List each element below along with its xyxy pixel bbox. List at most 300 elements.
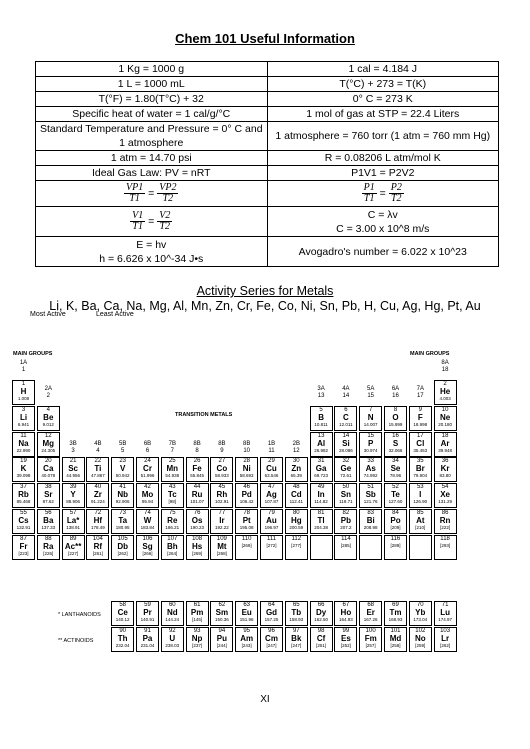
atomic-number: 18 — [441, 432, 449, 439]
element-cell — [62, 535, 85, 560]
element-cell — [310, 457, 333, 482]
lanthanoid-cell — [359, 601, 382, 626]
atomic-number: 87 — [20, 535, 27, 542]
group-label-a: 8A — [441, 360, 449, 366]
element-symbol: Co — [216, 464, 228, 474]
atomic-mass: 200.59 — [289, 525, 304, 530]
element-cell — [161, 535, 184, 560]
main-groups-label-left: MAIN GROUPS — [13, 351, 53, 357]
atomic-number: 39 — [69, 484, 77, 491]
atomic-mass: 121.76 — [363, 499, 378, 505]
atomic-number: 59 — [144, 602, 151, 608]
element-cell — [434, 509, 457, 534]
table-row — [36, 77, 499, 92]
lanthanoid-cell — [136, 601, 159, 626]
atomic-number: 22 — [94, 458, 102, 465]
element-cell — [384, 432, 407, 457]
atomic-number: 40 — [94, 484, 102, 491]
table-cell: Standard Temperature and Pressure = 0° C and 1 atmosphere — [36, 122, 268, 151]
group-label-a: 7A — [416, 386, 424, 392]
element-cell — [334, 509, 357, 534]
atomic-mass: 24.305 — [41, 447, 56, 453]
atomic-mass: 173.04 — [413, 617, 428, 622]
element-symbol: Sg — [142, 541, 153, 551]
atomic-number: 21 — [69, 458, 77, 465]
atomic-mass: 101.07 — [190, 499, 204, 505]
atomic-number: 15 — [367, 432, 375, 439]
actinoid-cell — [434, 627, 457, 652]
atomic-number: 2 — [443, 381, 447, 387]
atomic-mass: [258] — [390, 643, 401, 648]
numerator: VP1 — [126, 182, 144, 193]
atomic-mass: 157.25 — [264, 617, 279, 622]
atomic-mass: 58.693 — [239, 473, 254, 479]
atomic-mass: 9.012 — [42, 421, 54, 427]
element-symbol: Nb — [117, 490, 129, 500]
actinoid-cell — [235, 627, 258, 652]
group-label-a: 2B — [292, 441, 300, 448]
element-symbol: Al — [317, 438, 326, 448]
fraction — [389, 183, 404, 204]
atomic-number: 26 — [193, 458, 201, 465]
atomic-number: 8 — [393, 406, 398, 413]
atomic-number: 6 — [344, 406, 348, 413]
atomic-number: 67 — [342, 602, 350, 608]
element-cell — [111, 535, 134, 560]
lanthanoid-cell — [334, 601, 357, 626]
atomic-mass: [257] — [365, 643, 376, 648]
element-symbol: Bh — [166, 541, 178, 551]
atomic-mass: 180.95 — [115, 525, 130, 530]
actinoid-cell — [186, 627, 209, 652]
atomic-number: 55 — [20, 510, 27, 516]
atomic-mass: [244] — [216, 643, 227, 648]
denominator: T1 — [132, 221, 143, 232]
atomic-number: 44 — [193, 484, 201, 491]
atomic-number: 50 — [342, 484, 350, 491]
element-symbol: Ir — [219, 516, 225, 525]
atomic-mass: 35.453 — [413, 447, 428, 453]
atomic-mass: [269] — [192, 550, 203, 556]
atomic-number: 88 — [44, 535, 52, 542]
element-symbol: Cr — [143, 464, 152, 474]
atomic-number: 111 — [266, 535, 277, 542]
formula-p-t — [267, 181, 499, 207]
element-symbol: Fm — [364, 634, 377, 643]
element-symbol: Tc — [167, 490, 177, 500]
atomic-number: 116 — [390, 535, 401, 542]
atomic-mass: 131.29 — [438, 499, 452, 505]
lanthanoid-cell — [186, 601, 209, 626]
atomic-number: 24 — [144, 458, 151, 465]
atomic-mass: 95.94 — [141, 499, 154, 505]
element-cell — [334, 457, 357, 482]
element-cell — [359, 457, 382, 482]
atomic-mass: [226] — [43, 550, 54, 556]
atomic-mass: 40.078 — [41, 473, 56, 479]
atomic-number: 34 — [392, 458, 399, 465]
element-cell — [359, 535, 382, 560]
atomic-mass: 167.26 — [363, 617, 378, 622]
group-label-number: 8 — [195, 448, 199, 455]
atomic-mass: 14.007 — [363, 421, 378, 427]
atomic-number: 30 — [292, 458, 300, 465]
element-cell — [12, 457, 35, 482]
element-cell — [285, 535, 308, 560]
atomic-number: 27 — [218, 458, 226, 465]
atomic-mass: 69.723 — [314, 473, 328, 479]
actinoid-cell — [161, 627, 184, 652]
atomic-mass: [243] — [241, 643, 252, 648]
atomic-mass: [261] — [92, 550, 103, 556]
group-label-number: 16 — [392, 393, 399, 399]
element-cell — [210, 457, 233, 482]
atomic-mass: [289] — [390, 542, 401, 548]
element-symbol: Mo — [141, 490, 154, 500]
atomic-mass: 144.24 — [165, 617, 180, 622]
group-label-a: 7B — [168, 441, 176, 448]
atomic-mass: 28.086 — [339, 447, 353, 453]
element-symbol: Cf — [316, 634, 326, 643]
element-symbol: Ra — [43, 541, 54, 551]
denominator: T1 — [363, 193, 375, 204]
element-cell — [186, 483, 209, 508]
numerator: VP2 — [159, 182, 177, 193]
atomic-mass: [262] — [117, 550, 128, 556]
element-symbol: Kr — [440, 464, 450, 474]
element-cell — [136, 457, 159, 482]
avogadro-number: Avogadro's number = 6.022 x 10^23 — [267, 237, 499, 267]
atomic-number: 11 — [20, 432, 27, 439]
atomic-mass: 63.546 — [264, 473, 279, 479]
element-cell — [434, 406, 457, 431]
element-symbol: Zn — [291, 464, 302, 474]
denominator: T1 — [129, 193, 140, 204]
group-label-a: 1B — [267, 441, 276, 448]
fraction — [157, 183, 178, 204]
fraction — [130, 211, 145, 232]
least-active-label: Least Active — [96, 311, 134, 318]
element-symbol: Sm — [215, 608, 229, 617]
element-cell — [86, 457, 109, 482]
element-cell — [161, 509, 184, 534]
atomic-mass: 208.98 — [363, 525, 378, 530]
actinoid-cell — [310, 627, 333, 652]
element-symbol: U — [169, 634, 176, 643]
c-lambda-nu: C = λv — [367, 208, 398, 221]
element-cell — [235, 509, 258, 534]
atomic-mass: 22.990 — [16, 447, 31, 453]
atomic-number: 17 — [416, 432, 424, 439]
element-cell — [37, 509, 60, 534]
element-symbol: Sc — [68, 464, 78, 474]
atomic-number: 94 — [218, 628, 226, 634]
atomic-mass: 91.224 — [91, 499, 105, 505]
atomic-number: 28 — [243, 458, 251, 465]
atomic-mass: [268] — [216, 550, 227, 556]
atomic-mass: 83.80 — [439, 473, 451, 479]
atomic-number: 80 — [292, 510, 300, 516]
element-cell — [359, 483, 382, 508]
element-symbol: Yb — [415, 608, 426, 617]
element-symbol: Bi — [366, 516, 375, 525]
group-label-a: 4B — [94, 441, 102, 448]
element-cell — [384, 535, 407, 560]
element-symbol: P — [368, 438, 374, 448]
atomic-mass: 32.066 — [388, 447, 403, 453]
element-cell — [334, 406, 357, 431]
table-cell: 1 L = 1000 mL — [36, 77, 268, 92]
atomic-number: 52 — [392, 484, 399, 491]
lanthanoid-cell — [111, 601, 134, 626]
lanthanoid-cell — [285, 601, 308, 626]
element-symbol: Pb — [340, 516, 351, 525]
group-label-a: 6B — [143, 441, 152, 448]
atomic-mass: 178.49 — [91, 525, 105, 530]
atomic-mass: 39.098 — [16, 473, 31, 479]
element-cell — [310, 406, 333, 431]
group-label-number: 10 — [243, 448, 251, 455]
element-symbol: Hf — [93, 516, 103, 525]
atomic-mass: 72.61 — [340, 473, 352, 479]
element-symbol: Fr — [19, 541, 28, 551]
atomic-mass: [247] — [291, 643, 302, 648]
atomic-number: 7 — [369, 406, 373, 413]
element-symbol: Ar — [440, 438, 450, 448]
atomic-number: 41 — [119, 484, 127, 491]
atomic-mass: 190.23 — [190, 525, 204, 530]
atomic-mass: 44.956 — [66, 473, 80, 479]
atomic-number: 84 — [392, 510, 399, 516]
atomic-mass: 88.906 — [66, 499, 80, 505]
element-symbol: Be — [43, 412, 54, 422]
atomic-mass: [227] — [68, 550, 79, 556]
main-groups-label-right: MAIN GROUPS — [410, 351, 450, 357]
group-label-number: 15 — [367, 393, 375, 399]
atomic-number: 49 — [317, 484, 325, 491]
atomic-mass: 47.867 — [91, 473, 105, 479]
table-cell: P1V1 = P2V2 — [267, 166, 499, 181]
atomic-mass: 50.942 — [115, 473, 130, 479]
atomic-number: 85 — [416, 510, 424, 516]
numerator: P2 — [390, 182, 402, 193]
atomic-mass: 65.39 — [290, 473, 302, 479]
atomic-mass: 162.50 — [314, 617, 328, 622]
atomic-mass: [209] — [390, 525, 401, 530]
element-symbol: Sb — [365, 490, 376, 500]
group-header — [409, 386, 432, 400]
atomic-number: 23 — [119, 458, 127, 465]
atomic-mass: 183.84 — [140, 525, 155, 530]
group-header — [285, 441, 308, 455]
element-symbol: Cd — [290, 490, 302, 500]
actinoid-cell — [409, 627, 432, 652]
atomic-number: 3 — [21, 406, 26, 413]
element-symbol: Ba — [43, 516, 54, 525]
atomic-number: 38 — [44, 484, 52, 491]
element-symbol: As — [365, 464, 376, 474]
element-symbol: Ru — [191, 490, 203, 500]
element-symbol: Bk — [291, 634, 302, 643]
element-symbol: Nd — [166, 608, 178, 617]
group-label-a: 5A — [367, 386, 375, 392]
atomic-number: 68 — [367, 602, 375, 608]
element-cell — [12, 509, 35, 534]
element-cell — [111, 509, 134, 534]
atomic-mass: [259] — [415, 643, 426, 648]
activity-list: Li, K, Ba, Ca, Na, Mg, Al, Mn, Zn, Cr, Fe, Co, Ni, Sn, Pb, H, Cu, Ag, Hg, Pt, Au — [49, 299, 481, 313]
atomic-number: 95 — [243, 628, 251, 634]
atomic-number: 92 — [168, 628, 176, 634]
actinoid-cell — [384, 627, 407, 652]
element-symbol: La* — [66, 516, 80, 525]
atomic-number: 108 — [192, 535, 203, 542]
atomic-mass: [223] — [18, 550, 29, 556]
equals-sign: = — [148, 187, 155, 200]
element-symbol: Re — [167, 516, 178, 525]
group-header — [62, 441, 85, 455]
fraction — [362, 183, 377, 204]
atomic-number: 98 — [317, 628, 325, 634]
atomic-number: 48 — [292, 484, 300, 491]
element-cell — [12, 483, 35, 508]
element-cell — [285, 457, 308, 482]
atomic-number: 100 — [365, 628, 376, 634]
group-label-a: 4A — [342, 386, 350, 392]
element-cell — [235, 483, 258, 508]
atomic-number: 20 — [44, 458, 52, 465]
table-cell: 1 Kg = 1000 g — [36, 62, 268, 77]
element-cell — [434, 483, 457, 508]
atomic-number: 70 — [416, 602, 424, 608]
atomic-mass: 55.845 — [190, 473, 204, 479]
element-cell — [409, 432, 432, 457]
atomic-mass: 174.97 — [438, 617, 452, 622]
element-symbol: Te — [391, 490, 400, 500]
element-cell — [210, 483, 233, 508]
useful-info-table — [35, 61, 499, 267]
element-symbol: Pt — [242, 516, 251, 525]
group-label-number: 11 — [268, 448, 275, 455]
atomic-mass: [272] — [266, 542, 277, 548]
table-cell: T(°F) = 1.80(T°C) + 32 — [36, 92, 268, 107]
atomic-mass: 140.91 — [140, 617, 155, 622]
group-header — [186, 441, 209, 455]
group-label-a: 6A — [391, 386, 400, 392]
atomic-number: 64 — [268, 602, 275, 608]
group-label-a: 1A — [19, 360, 28, 366]
element-symbol: Xe — [440, 490, 450, 500]
equals-sign: = — [148, 215, 155, 228]
element-symbol: Ta — [118, 516, 128, 525]
group-header — [384, 386, 407, 400]
atomic-number: 72 — [94, 510, 102, 516]
table-row — [36, 62, 499, 77]
atomic-mass: 164.93 — [339, 617, 353, 622]
atomic-mass: 39.948 — [438, 447, 452, 453]
atomic-mass: 1.008 — [17, 396, 30, 401]
element-symbol: Cu — [266, 464, 277, 474]
atomic-number: 65 — [292, 602, 300, 608]
atomic-number: 104 — [92, 535, 103, 542]
element-symbol: Sn — [340, 490, 351, 500]
atomic-mass: 238.03 — [165, 643, 180, 648]
element-symbol: Mn — [166, 464, 179, 474]
element-symbol: Br — [415, 464, 425, 474]
atomic-number: 63 — [243, 602, 251, 608]
element-cell — [310, 535, 333, 560]
element-cell — [111, 483, 134, 508]
atomic-mass: 78.96 — [389, 473, 402, 479]
element-symbol: Md — [389, 634, 402, 643]
element-symbol: I — [419, 490, 422, 500]
group-header — [359, 386, 382, 400]
element-symbol: Cs — [18, 516, 29, 525]
element-symbol: Cl — [416, 438, 425, 448]
element-cell — [359, 509, 382, 534]
table-row — [36, 166, 499, 181]
element-cell — [136, 509, 159, 534]
atomic-mass: 107.87 — [264, 499, 279, 505]
element-cell — [409, 457, 432, 482]
actinoid-cell — [285, 627, 308, 652]
atomic-mass: 106.42 — [239, 499, 254, 505]
atomic-mass: 15.999 — [388, 421, 403, 427]
atomic-number: 82 — [342, 510, 350, 516]
element-symbol: H — [20, 387, 27, 396]
activity-title: Activity Series for Metals — [196, 284, 334, 298]
h-value: h = 6.626 x 10^-34 J•s — [99, 252, 204, 265]
element-symbol: C — [343, 412, 349, 422]
atomic-mass: 204.38 — [314, 525, 328, 530]
denominator: T2 — [391, 193, 402, 204]
numerator: V1 — [132, 210, 144, 221]
element-symbol: Es — [340, 634, 351, 643]
element-cell — [186, 535, 209, 560]
atomic-mass: 158.93 — [289, 617, 304, 622]
element-symbol: W — [143, 516, 152, 525]
group-header — [235, 441, 258, 455]
element-symbol: Fe — [192, 464, 202, 474]
element-symbol: In — [317, 490, 325, 500]
element-cell — [12, 380, 35, 405]
element-symbol: Lr — [441, 634, 450, 643]
group-label-number: 12 — [292, 448, 300, 455]
element-cell — [285, 483, 308, 508]
atomic-mass: 195.08 — [239, 525, 254, 530]
group-header — [334, 386, 357, 400]
element-cell — [186, 509, 209, 534]
page-title: Chem 101 Useful Information — [175, 31, 355, 46]
atomic-mass: [264] — [167, 550, 178, 556]
atomic-mass: 12.011 — [339, 421, 353, 427]
element-symbol: Er — [366, 608, 375, 617]
table-row — [36, 207, 499, 237]
element-cell — [260, 483, 283, 508]
atomic-number: 106 — [142, 535, 153, 542]
lanthanoids-label: * LANTHANOIDS — [58, 612, 101, 618]
element-symbol: Gd — [265, 608, 278, 617]
atomic-mass: 58.933 — [215, 473, 229, 479]
group-label-number: 3 — [71, 448, 75, 455]
atomic-mass: 232.04 — [115, 643, 130, 648]
e-hv: E = hv — [136, 238, 167, 251]
atomic-number: 54 — [441, 484, 449, 491]
element-symbol: Si — [342, 438, 350, 448]
lanthanoid-cell — [210, 601, 233, 626]
atomic-mass: 118.71 — [339, 499, 353, 505]
atomic-mass: 74.992 — [363, 473, 378, 479]
